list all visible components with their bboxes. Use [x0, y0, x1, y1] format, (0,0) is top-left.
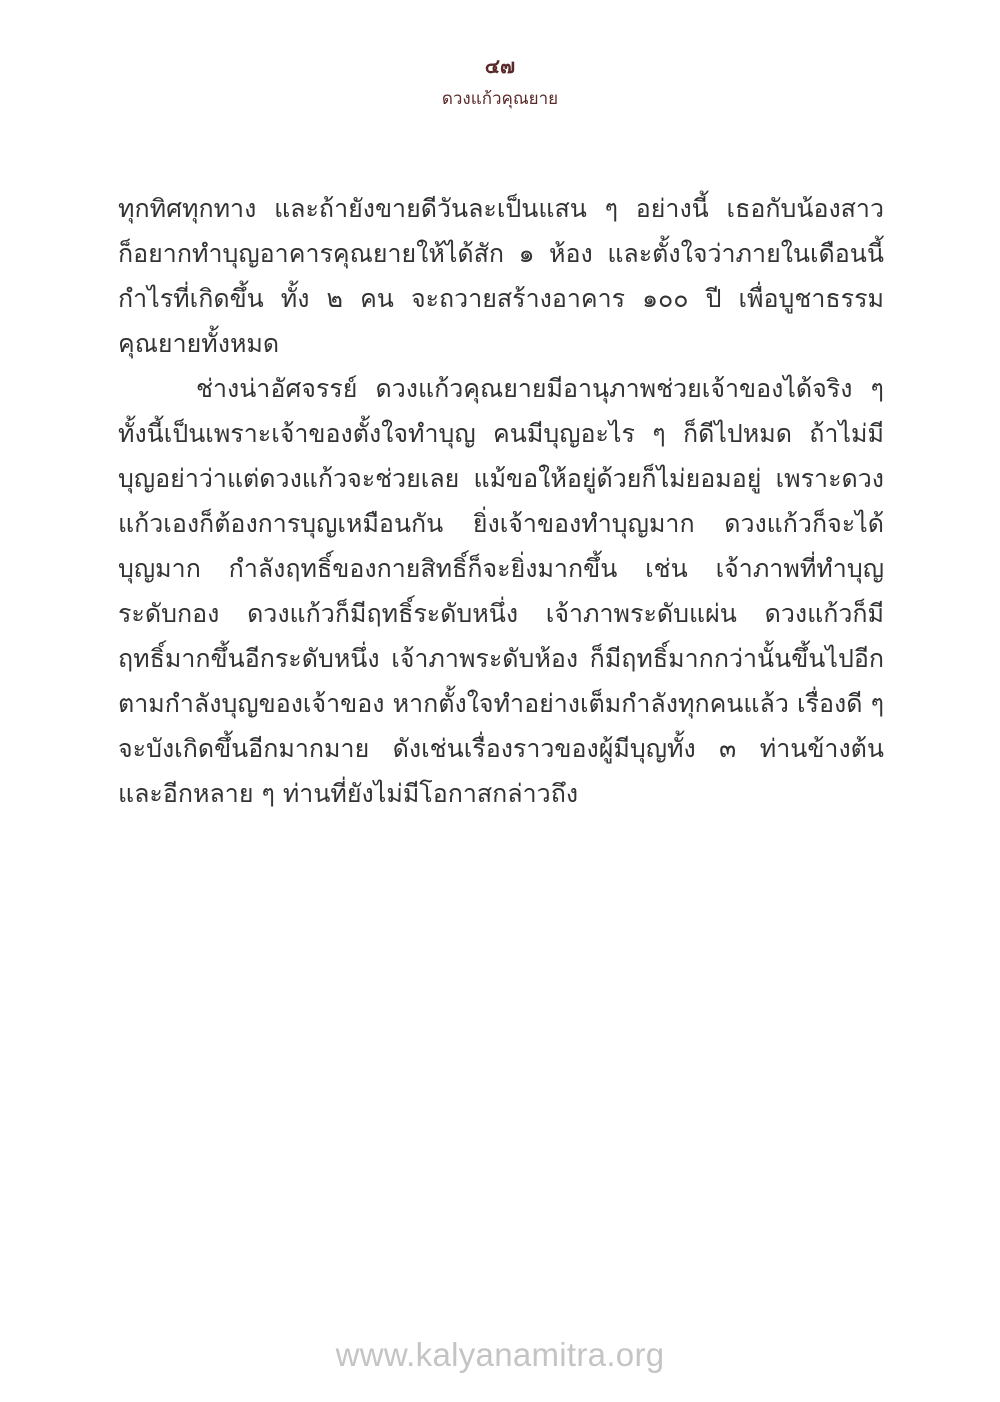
text-line: ทุกทิศทุกทาง และถ้ายังขายดีวันละเป็นแสน ๆ อย่างนี้ เธอกับน้องสาว	[118, 194, 884, 223]
body-text	[118, 186, 884, 816]
paragraph-1	[118, 186, 884, 366]
page-number: ๔๗	[484, 54, 516, 78]
text-line: ฤทธิ์มากขึ้นอีกระดับหนึ่ง เจ้าภาพระดับห้อง ก็มีฤทธิ์มากกว่านั้นขึ้นไปอีก	[118, 644, 884, 673]
text-line: ระดับกอง ดวงแก้วก็มีฤทธิ์ระดับหนึ่ง เจ้าภาพระดับแผ่น ดวงแก้วก็มี	[118, 599, 884, 628]
text-line: บุญมาก กำลังฤทธิ์ของกายสิทธิ์ก็จะยิ่งมากขึ้น เช่น เจ้าภาพที่ทำบุญ	[118, 554, 884, 583]
running-title: ดวงแก้วคุณยาย	[441, 89, 559, 109]
text-line: ก็อยากทำบุญอาคารคุณยายให้ได้สัก ๑ ห้อง และตั้งใจว่าภายในเดือนนี้	[118, 239, 884, 268]
page-header	[0, 52, 1000, 112]
text-line: จะบังเกิดขึ้นอีกมากมาย ดังเช่นเรื่องราวของผู้มีบุญทั้ง ๓ ท่านข้างต้น	[118, 734, 884, 763]
footer-website: www.kalyanamitra.org	[335, 1336, 665, 1373]
text-line: และอีกหลาย ๆ ท่านที่ยังไม่มีโอกาสกล่าวถึง	[118, 779, 579, 808]
text-line: แก้วเองก็ต้องการบุญเหมือนกัน ยิ่งเจ้าของทำบุญมาก ดวงแก้วก็จะได้	[118, 509, 884, 538]
paragraph-2	[118, 366, 884, 816]
text-line: ตามกำลังบุญของเจ้าของ หากตั้งใจทำอย่างเต็มกำลังทุกคนแล้ว เรื่องดี ๆ	[118, 689, 884, 718]
text-line: บุญอย่าว่าแต่ดวงแก้วจะช่วยเลย แม้ขอให้อยู่ด้วยก็ไม่ยอมอยู่ เพราะดวง	[118, 464, 884, 493]
text-line: ทั้งนี้เป็นเพราะเจ้าของตั้งใจทำบุญ คนมีบุญอะไร ๆ ก็ดีไปหมด ถ้าไม่มี	[118, 419, 884, 448]
text-line: ช่างน่าอัศจรรย์ ดวงแก้วคุณยายมีอานุภาพช่วยเจ้าของได้จริง ๆ	[196, 374, 884, 403]
text-line: คุณยายทั้งหมด	[118, 329, 280, 358]
text-line: กำไรที่เกิดขึ้น ทั้ง ๒ คน จะถวายสร้างอาคาร ๑๐๐ ปี เพื่อบูชาธรรม	[118, 284, 884, 313]
